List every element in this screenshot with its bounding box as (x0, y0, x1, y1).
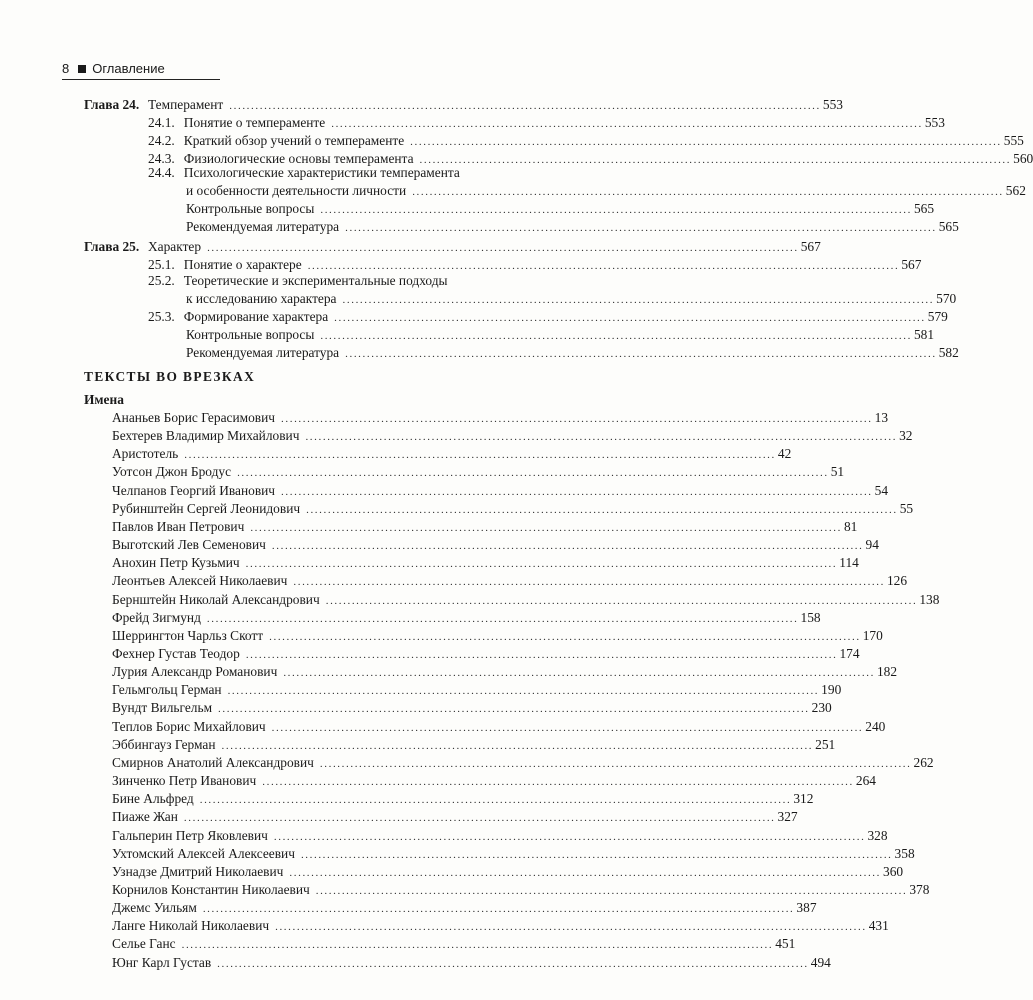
chapter-title: Темперамент (148, 97, 224, 112)
dot-leader: ........................................................................................................................................ (183, 812, 776, 825)
dot-leader: ........................................................................................................................................ (320, 330, 912, 342)
person-name: Теплов Борис Михайлович (112, 718, 266, 734)
page-ref: 170 (862, 627, 883, 643)
page-ref: 387 (796, 900, 817, 915)
name-entry[interactable] (112, 482, 889, 500)
dot-leader: ........................................................................................................................................ (325, 594, 918, 607)
name-entry[interactable] (112, 591, 940, 609)
dot-leader: ........................................................................................................................................ (271, 540, 864, 552)
section-heading: ТЕКСТЫ ВО ВРЕЗКАХ (84, 369, 256, 384)
name-entry[interactable] (112, 881, 930, 899)
name-entry[interactable] (112, 663, 898, 681)
name-entry[interactable] (112, 409, 889, 427)
name-entry[interactable] (112, 554, 859, 572)
dot-leader: ........................................................................................................................................ (237, 467, 829, 480)
toc-entry-line1 (148, 164, 460, 182)
page-ref: 230 (811, 700, 832, 716)
name-entry[interactable] (112, 445, 792, 463)
dot-leader: ........................................................................................................................................ (331, 118, 923, 130)
page-ref: 94 (865, 537, 879, 552)
dot-leader: ........................................................................................................................................ (271, 721, 864, 734)
page-ref: 431 (868, 918, 889, 934)
name-entry[interactable] (112, 572, 908, 590)
person-name: Уотсон Джон Бродус (112, 464, 232, 480)
person-name: Леонтьев Алексей Николаевич (112, 573, 288, 589)
page-ref: 553 (924, 115, 945, 130)
section-title: Понятие о темпераменте (183, 115, 326, 130)
person-name: Джемс Уильям (112, 900, 197, 915)
dot-leader: ........................................................................................................................................ (345, 348, 937, 360)
dot-leader: ........................................................................................................................................ (273, 830, 866, 843)
dot-leader: ........................................................................................................................................ (184, 449, 776, 462)
person-name: Селье Ганс (112, 936, 176, 952)
name-entry[interactable] (112, 790, 814, 808)
name-entry[interactable] (112, 500, 914, 518)
name-entry[interactable] (112, 863, 904, 881)
section-number: 25.2. (148, 273, 175, 288)
toc-entry[interactable] (186, 182, 1026, 200)
dot-leader: ........................................................................................................................................ (217, 957, 809, 970)
person-name: Корнилов Константин Николаевич (112, 881, 310, 897)
page-ref: 567 (800, 239, 821, 254)
subsection-heading: Имена (84, 392, 124, 407)
dot-leader: ........................................................................................................................................ (410, 136, 1002, 148)
page-ref: 190 (821, 682, 842, 698)
section-number: 24.1. (148, 115, 175, 130)
person-name: Фрейд Зигмунд (112, 609, 201, 625)
dot-leader: ........................................................................................................................................ (412, 186, 1004, 198)
name-entry[interactable] (112, 845, 915, 863)
name-entry[interactable] (112, 681, 842, 699)
name-entry[interactable] (112, 935, 796, 953)
section-number: 24.3. (148, 151, 175, 166)
running-header (62, 60, 220, 80)
page-ref: 32 (899, 428, 913, 444)
page-ref: 581 (913, 327, 935, 342)
section-title: Контрольные вопросы (186, 327, 315, 342)
dot-leader: ........................................................................................................................................ (199, 794, 792, 807)
page-ref: 138 (919, 591, 940, 607)
name-entry[interactable] (112, 427, 913, 445)
person-name: Бехтерев Владимир Михайлович (112, 428, 300, 444)
name-entry[interactable] (112, 954, 831, 972)
dot-leader: ........................................................................................................................................ (334, 312, 926, 324)
section-title-cont: и особенности деятельности личности (186, 183, 407, 198)
section-title: Рекомендуемая литература (186, 219, 340, 234)
page-ref: 174 (839, 646, 860, 661)
person-name: Ланге Николай Николаевич (112, 918, 270, 934)
person-name: Анохин Петр Кузьмич (112, 555, 240, 571)
page-ref: 182 (876, 664, 898, 680)
page-ref: 565 (913, 201, 935, 216)
name-entry[interactable] (112, 754, 934, 772)
person-name: Челпанов Георгий Иванович (112, 482, 276, 498)
chapter-label: Глава 24. (84, 97, 140, 112)
section-title: Контрольные вопросы (186, 201, 315, 216)
page-ref: 327 (777, 809, 798, 825)
page-ref: 264 (855, 773, 876, 788)
toc-entry[interactable] (148, 308, 948, 326)
page-ref: 582 (938, 345, 959, 360)
person-name: Пиаже Жан (112, 809, 178, 825)
name-entry[interactable] (112, 699, 832, 717)
toc-entry[interactable] (186, 326, 935, 344)
page-ref: 114 (839, 555, 859, 571)
dot-leader: ........................................................................................................................................ (221, 739, 814, 752)
name-entry[interactable] (112, 536, 879, 554)
person-name: Бине Альфред (112, 791, 194, 807)
toc-entry[interactable] (186, 200, 935, 218)
section-title: Краткий обзор учений о темпераменте (183, 133, 405, 148)
dot-leader: ........................................................................................................................................ (218, 703, 810, 716)
page-ref: 494 (810, 954, 831, 970)
dot-leader: ........................................................................................................................................ (281, 485, 873, 498)
page-ref: 81 (843, 518, 858, 534)
person-name: Гальперин Петр Яковлевич (112, 827, 268, 843)
person-name: Юнг Карл Густав (112, 954, 212, 970)
name-entry[interactable] (112, 463, 845, 481)
page-ref: 579 (927, 309, 948, 324)
name-entry[interactable] (112, 736, 836, 754)
page-ref: 451 (775, 936, 796, 952)
page-ref: 55 (899, 500, 914, 516)
person-name: Эббингауз Герман (112, 736, 216, 752)
page-ref: 565 (938, 219, 959, 234)
person-name: Фехнер Густав Теодор (112, 646, 240, 661)
dot-leader: ........................................................................................................................................ (342, 294, 935, 306)
page-ref: 378 (909, 881, 930, 897)
person-name: Аристотель (112, 446, 179, 462)
dot-leader: ........................................................................................................................................ (275, 921, 867, 934)
dot-leader: ........................................................................................................................................ (419, 154, 1012, 166)
section-title: Теоретические и экспериментальные подходы (183, 273, 448, 288)
name-entry[interactable] (112, 772, 876, 790)
dot-leader: ........................................................................................................................................ (262, 776, 854, 788)
square-bullet-icon (78, 65, 86, 73)
page-ref: 312 (793, 791, 814, 807)
dot-leader: ........................................................................................................................................ (307, 260, 900, 272)
section-title: Психологические характеристики темперамента (183, 165, 460, 180)
page-ref: 360 (883, 863, 904, 879)
person-name: Бернштейн Николай Александрович (112, 591, 320, 607)
dot-leader: ........................................................................................................................................ (245, 649, 838, 661)
name-entry[interactable] (112, 899, 817, 917)
dot-leader: ........................................................................................................................................ (245, 558, 838, 571)
dot-leader: ........................................................................................................................................ (345, 222, 937, 234)
dot-leader: ........................................................................................................................................ (293, 576, 885, 589)
dot-leader: ........................................................................................................................................ (227, 685, 820, 698)
page-ref: 262 (913, 754, 934, 770)
page-ref: 42 (777, 446, 792, 462)
dot-leader: ........................................................................................................................................ (202, 903, 795, 915)
person-name: Узнадзе Дмитрий Николаевич (112, 863, 284, 879)
person-name: Гельмгольц Герман (112, 682, 222, 698)
toc-entry-line1 (148, 272, 448, 290)
page-number: 8 (62, 61, 70, 76)
name-entry[interactable] (112, 627, 883, 645)
dot-leader: ........................................................................................................................................ (300, 848, 893, 861)
dot-leader: ........................................................................................................................................ (269, 630, 861, 643)
name-entry[interactable] (112, 917, 889, 935)
name-entry[interactable] (112, 518, 858, 536)
person-name: Зинченко Петр Иванович (112, 773, 257, 788)
name-entry[interactable] (112, 609, 821, 627)
dot-leader: ........................................................................................................................................ (320, 204, 912, 216)
name-entry[interactable] (112, 827, 888, 845)
section-number: 25.3. (148, 309, 175, 324)
dot-leader: ........................................................................................................................................ (283, 667, 875, 680)
page-ref: 570 (936, 291, 957, 306)
toc-entry[interactable] (148, 114, 945, 132)
page-ref: 562 (1005, 183, 1026, 198)
dot-leader: ........................................................................................................................................ (229, 100, 821, 112)
name-entry[interactable] (112, 808, 798, 826)
section-title-cont: к исследованию характера (186, 291, 337, 306)
toc-entry[interactable] (148, 132, 1024, 150)
page-ref: 251 (815, 736, 836, 752)
page-ref: 51 (830, 464, 845, 480)
page-ref: 358 (894, 845, 915, 861)
dot-leader: ........................................................................................................................................ (250, 521, 842, 534)
dot-leader: ........................................................................................................................................ (319, 757, 912, 770)
page-ref: 240 (865, 718, 886, 734)
person-name: Выготский Лев Семенович (112, 537, 266, 552)
person-name: Смирнов Анатолий Александрович (112, 754, 314, 770)
person-name: Лурия Александр Романович (112, 664, 278, 680)
section-number: 25.1. (148, 257, 175, 272)
dot-leader: ........................................................................................................................................ (315, 884, 908, 897)
person-name: Рубинштейн Сергей Леонидович (112, 500, 301, 516)
toc-entry[interactable] (186, 290, 957, 308)
dot-leader: ........................................................................................................................................ (207, 242, 799, 254)
toc-entry[interactable] (186, 218, 959, 236)
page-ref: 560 (1013, 151, 1033, 166)
chapter-label: Глава 25. (84, 239, 140, 254)
page-ref: 328 (867, 827, 888, 843)
dot-leader: ........................................................................................................................................ (305, 431, 898, 444)
person-name: Шеррингтон Чарльз Скотт (112, 627, 264, 643)
name-entry[interactable] (112, 718, 886, 736)
page-ref: 54 (874, 482, 889, 498)
toc-entry[interactable] (148, 96, 843, 114)
person-name: Вундт Вильгельм (112, 700, 213, 716)
page-ref: 13 (874, 410, 889, 425)
person-name: Павлов Иван Петрович (112, 518, 245, 534)
dot-leader: ........................................................................................................................................ (181, 939, 774, 952)
chapter-title: Характер (148, 239, 202, 254)
dot-leader: ........................................................................................................................................ (289, 866, 882, 879)
dot-leader: ........................................................................................................................................ (206, 612, 799, 625)
page-ref: 567 (901, 257, 922, 272)
toc-entry[interactable] (186, 344, 959, 362)
section-number: 24.2. (148, 133, 175, 148)
section-title: Физиологические основы темперамента (183, 151, 414, 166)
page-ref: 126 (886, 573, 908, 589)
page-ref: 555 (1003, 133, 1024, 148)
page-ref: 158 (800, 609, 821, 625)
section-title: Понятие о характере (183, 257, 302, 272)
dot-leader: ........................................................................................................................................ (306, 503, 898, 516)
person-name: Ухтомский Алексей Алексеевич (112, 845, 295, 861)
section-title: Формирование характера (183, 309, 329, 324)
person-name: Ананьев Борис Герасимович (112, 410, 276, 425)
toc-entry[interactable] (148, 238, 821, 256)
page-ref: 553 (822, 97, 843, 112)
dot-leader: ........................................................................................................................................ (281, 413, 873, 425)
section-title: Рекомендуемая литература (186, 345, 340, 360)
header-title: Оглавление (92, 61, 165, 76)
section-number: 24.4. (148, 165, 175, 180)
name-entry[interactable] (112, 645, 860, 663)
